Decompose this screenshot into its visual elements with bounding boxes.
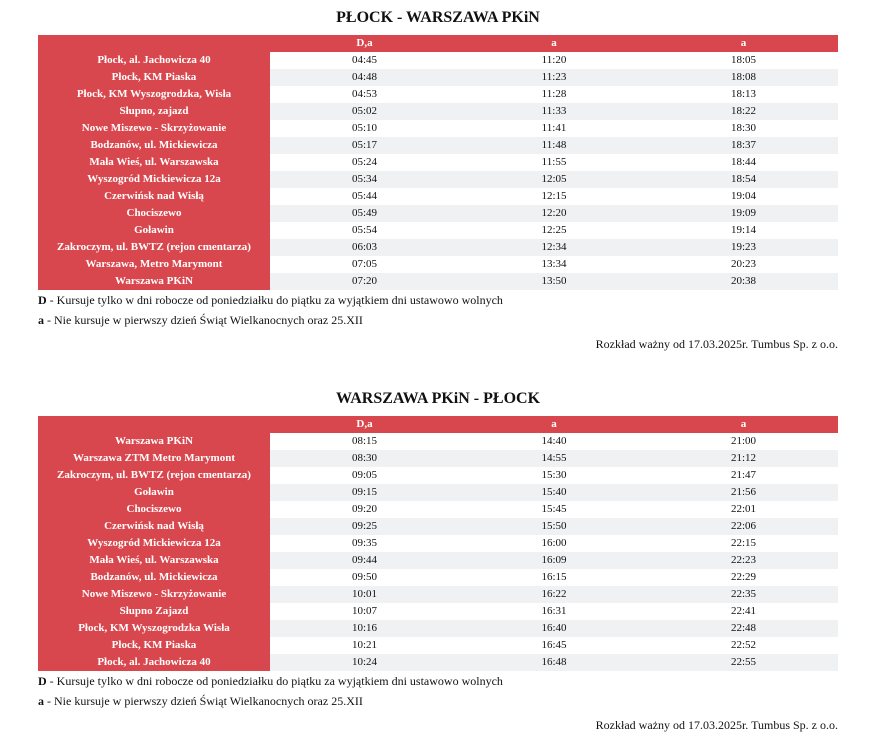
- departure-time-cell: 12:20: [459, 205, 649, 222]
- departure-time-cell: 07:05: [270, 256, 459, 273]
- legend-note-d: [38, 671, 838, 691]
- departure-time-cell: 22:15: [649, 535, 838, 552]
- departure-time-cell: 04:53: [270, 86, 459, 103]
- stop-name-cell: Płock, al. Jachowicza 40: [38, 654, 270, 671]
- table-row: [38, 518, 838, 535]
- stop-name-cell: Warszawa PKiN: [38, 433, 270, 450]
- legend-note-a: [38, 310, 838, 330]
- stop-name-cell: Bodzanów, ul. Mickiewicza: [38, 569, 270, 586]
- departure-time-cell: 13:34: [459, 256, 649, 273]
- column-header-course-1: D,a: [270, 35, 459, 52]
- departure-time-cell: 11:41: [459, 120, 649, 137]
- column-header-stop: [38, 416, 270, 433]
- departure-time-cell: 20:23: [649, 256, 838, 273]
- table-row: [38, 586, 838, 603]
- departure-time-cell: 21:56: [649, 484, 838, 501]
- stop-name-cell: Warszawa PKiN: [38, 273, 270, 290]
- table-row: [38, 103, 838, 120]
- stop-name-cell: Słupno Zajazd: [38, 603, 270, 620]
- departure-time-cell: 22:01: [649, 501, 838, 518]
- departure-time-cell: 22:55: [649, 654, 838, 671]
- stop-name-cell: Goławin: [38, 484, 270, 501]
- stop-name-cell: Nowe Miszewo - Skrzyżowanie: [38, 586, 270, 603]
- departure-time-cell: 10:16: [270, 620, 459, 637]
- timetable-body: [38, 433, 838, 671]
- stop-name-cell: Płock, KM Piaska: [38, 69, 270, 86]
- legend-code: D: [38, 293, 47, 307]
- departure-time-cell: 09:50: [270, 569, 459, 586]
- departure-time-cell: 16:00: [459, 535, 649, 552]
- legend-note-d: [38, 290, 838, 310]
- departure-time-cell: 22:48: [649, 620, 838, 637]
- departure-time-cell: 16:09: [459, 552, 649, 569]
- table-header-row: [38, 35, 838, 52]
- departure-time-cell: 09:05: [270, 467, 459, 484]
- table-row: [38, 433, 838, 450]
- table-row: [38, 188, 838, 205]
- table-row: [38, 86, 838, 103]
- column-header-course-2: a: [459, 35, 649, 52]
- departure-time-cell: 22:23: [649, 552, 838, 569]
- departure-time-cell: 05:34: [270, 171, 459, 188]
- table-row: [38, 69, 838, 86]
- stop-name-cell: Warszawa ZTM Metro Marymont: [38, 450, 270, 467]
- departure-time-cell: 07:20: [270, 273, 459, 290]
- departure-time-cell: 11:55: [459, 154, 649, 171]
- stop-name-cell: Zakroczym, ul. BWTZ (rejon cmentarza): [38, 467, 270, 484]
- legend-text: - Kursuje tylko w dni robocze od poniedziałku do piątku za wyjątkiem dni ustawowo wolnych: [46, 293, 503, 307]
- legend-note-a: [38, 691, 838, 711]
- departure-time-cell: 14:55: [459, 450, 649, 467]
- departure-time-cell: 16:22: [459, 586, 649, 603]
- departure-time-cell: 21:12: [649, 450, 838, 467]
- table-row: [38, 171, 838, 188]
- departure-time-cell: 18:37: [649, 137, 838, 154]
- departure-time-cell: 19:14: [649, 222, 838, 239]
- departure-time-cell: 05:54: [270, 222, 459, 239]
- table-row: [38, 256, 838, 273]
- timetable-section-warszawa-plock: [38, 389, 838, 735]
- departure-time-cell: 19:04: [649, 188, 838, 205]
- departure-time-cell: 05:49: [270, 205, 459, 222]
- departure-time-cell: 16:15: [459, 569, 649, 586]
- stop-name-cell: Wyszogród Mickiewicza 12a: [38, 171, 270, 188]
- table-row: [38, 120, 838, 137]
- departure-time-cell: 11:28: [459, 86, 649, 103]
- table-row: [38, 222, 838, 239]
- table-row: [38, 654, 838, 671]
- departure-time-cell: 22:35: [649, 586, 838, 603]
- stop-name-cell: Słupno, zajazd: [38, 103, 270, 120]
- table-row: [38, 205, 838, 222]
- departure-time-cell: 16:45: [459, 637, 649, 654]
- column-header-course-3: a: [649, 416, 838, 433]
- departure-time-cell: 11:23: [459, 69, 649, 86]
- departure-time-cell: 09:20: [270, 501, 459, 518]
- stop-name-cell: Goławin: [38, 222, 270, 239]
- stop-name-cell: Chociszewo: [38, 205, 270, 222]
- departure-time-cell: 13:50: [459, 273, 649, 290]
- departure-time-cell: 10:21: [270, 637, 459, 654]
- departure-time-cell: 18:13: [649, 86, 838, 103]
- departure-time-cell: 05:44: [270, 188, 459, 205]
- stop-name-cell: Chociszewo: [38, 501, 270, 518]
- departure-time-cell: 19:09: [649, 205, 838, 222]
- departure-time-cell: 16:31: [459, 603, 649, 620]
- table-header-row: [38, 416, 838, 433]
- stop-name-cell: Bodzanów, ul. Mickiewicza: [38, 137, 270, 154]
- column-header-course-2: a: [459, 416, 649, 433]
- stop-name-cell: Płock, KM Wyszogrodzka, Wisła: [38, 86, 270, 103]
- departure-time-cell: 12:15: [459, 188, 649, 205]
- departure-time-cell: 05:24: [270, 154, 459, 171]
- column-header-course-3: a: [649, 35, 838, 52]
- table-row: [38, 239, 838, 256]
- departure-time-cell: 04:45: [270, 52, 459, 69]
- departure-time-cell: 12:25: [459, 222, 649, 239]
- legend-code: D: [38, 674, 47, 688]
- table-row: [38, 637, 838, 654]
- departure-time-cell: 06:03: [270, 239, 459, 256]
- stop-name-cell: Płock, al. Jachowicza 40: [38, 52, 270, 69]
- stop-name-cell: Płock, KM Wyszogrodzka Wisła: [38, 620, 270, 637]
- departure-time-cell: 18:44: [649, 154, 838, 171]
- legend-text: - Kursuje tylko w dni robocze od poniedziałku do piątku za wyjątkiem dni ustawowo wolnych: [46, 674, 503, 688]
- stop-name-cell: Płock, KM Piaska: [38, 637, 270, 654]
- table-row: [38, 154, 838, 171]
- stop-name-cell: Nowe Miszewo - Skrzyżowanie: [38, 120, 270, 137]
- departure-time-cell: 10:01: [270, 586, 459, 603]
- table-row: [38, 501, 838, 518]
- table-row: [38, 552, 838, 569]
- timetable-table: [38, 416, 838, 671]
- departure-time-cell: 18:05: [649, 52, 838, 69]
- departure-time-cell: 09:44: [270, 552, 459, 569]
- departure-time-cell: 15:50: [459, 518, 649, 535]
- table-row: [38, 620, 838, 637]
- validity-footer: Rozkład ważny od 17.03.2025r. Tumbus Sp. z o.o.: [595, 337, 838, 351]
- departure-time-cell: 08:30: [270, 450, 459, 467]
- stop-name-cell: Zakroczym, ul. BWTZ (rejon cmentarza): [38, 239, 270, 256]
- stop-name-cell: Mała Wieś, ul. Warszawska: [38, 552, 270, 569]
- departure-time-cell: 16:48: [459, 654, 649, 671]
- timetable-title: WARSZAWA PKiN - PŁOCK: [335, 390, 541, 407]
- departure-time-cell: 18:30: [649, 120, 838, 137]
- table-row: [38, 137, 838, 154]
- timetable-body: [38, 52, 838, 290]
- departure-time-cell: 18:22: [649, 103, 838, 120]
- departure-time-cell: 22:41: [649, 603, 838, 620]
- legend-code: a: [38, 694, 44, 708]
- departure-time-cell: 12:34: [459, 239, 649, 256]
- departure-time-cell: 05:10: [270, 120, 459, 137]
- departure-time-cell: 09:25: [270, 518, 459, 535]
- departure-time-cell: 21:00: [649, 433, 838, 450]
- departure-time-cell: 05:02: [270, 103, 459, 120]
- table-row: [38, 484, 838, 501]
- table-row: [38, 535, 838, 552]
- departure-time-cell: 11:33: [459, 103, 649, 120]
- departure-time-cell: 18:08: [649, 69, 838, 86]
- departure-time-cell: 15:40: [459, 484, 649, 501]
- departure-time-cell: 05:17: [270, 137, 459, 154]
- departure-time-cell: 04:48: [270, 69, 459, 86]
- timetable-table: [38, 35, 838, 290]
- legend-text: - Nie kursuje w pierwszy dzień Świąt Wielkanocnych oraz 25.XII: [44, 694, 363, 708]
- departure-time-cell: 15:45: [459, 501, 649, 518]
- table-row: [38, 603, 838, 620]
- departure-time-cell: 12:05: [459, 171, 649, 188]
- column-header-course-1: D,a: [270, 416, 459, 433]
- table-row: [38, 450, 838, 467]
- departure-time-cell: 20:38: [649, 273, 838, 290]
- departure-time-cell: 10:07: [270, 603, 459, 620]
- departure-time-cell: 09:35: [270, 535, 459, 552]
- timetable-section-plock-warszawa: [38, 8, 838, 354]
- departure-time-cell: 09:15: [270, 484, 459, 501]
- departure-time-cell: 21:47: [649, 467, 838, 484]
- stop-name-cell: Czerwińsk nad Wisłą: [38, 188, 270, 205]
- departure-time-cell: 14:40: [459, 433, 649, 450]
- departure-time-cell: 10:24: [270, 654, 459, 671]
- departure-time-cell: 11:20: [459, 52, 649, 69]
- stop-name-cell: Mała Wieś, ul. Warszawska: [38, 154, 270, 171]
- departure-time-cell: 16:40: [459, 620, 649, 637]
- departure-time-cell: 22:52: [649, 637, 838, 654]
- table-row: [38, 273, 838, 290]
- departure-time-cell: 22:29: [649, 569, 838, 586]
- table-row: [38, 467, 838, 484]
- column-header-stop: [38, 35, 270, 52]
- validity-footer: Rozkład ważny od 17.03.2025r. Tumbus Sp. z o.o.: [595, 718, 838, 732]
- stop-name-cell: Warszawa, Metro Marymont: [38, 256, 270, 273]
- departure-time-cell: 08:15: [270, 433, 459, 450]
- departure-time-cell: 15:30: [459, 467, 649, 484]
- legend-text: - Nie kursuje w pierwszy dzień Świąt Wielkanocnych oraz 25.XII: [44, 313, 363, 327]
- table-row: [38, 52, 838, 69]
- departure-time-cell: 18:54: [649, 171, 838, 188]
- stop-name-cell: Czerwińsk nad Wisłą: [38, 518, 270, 535]
- departure-time-cell: 22:06: [649, 518, 838, 535]
- timetable-title: PŁOCK - WARSZAWA PKiN: [336, 9, 540, 26]
- departure-time-cell: 11:48: [459, 137, 649, 154]
- legend-code: a: [38, 313, 44, 327]
- table-row: [38, 569, 838, 586]
- departure-time-cell: 19:23: [649, 239, 838, 256]
- stop-name-cell: Wyszogród Mickiewicza 12a: [38, 535, 270, 552]
